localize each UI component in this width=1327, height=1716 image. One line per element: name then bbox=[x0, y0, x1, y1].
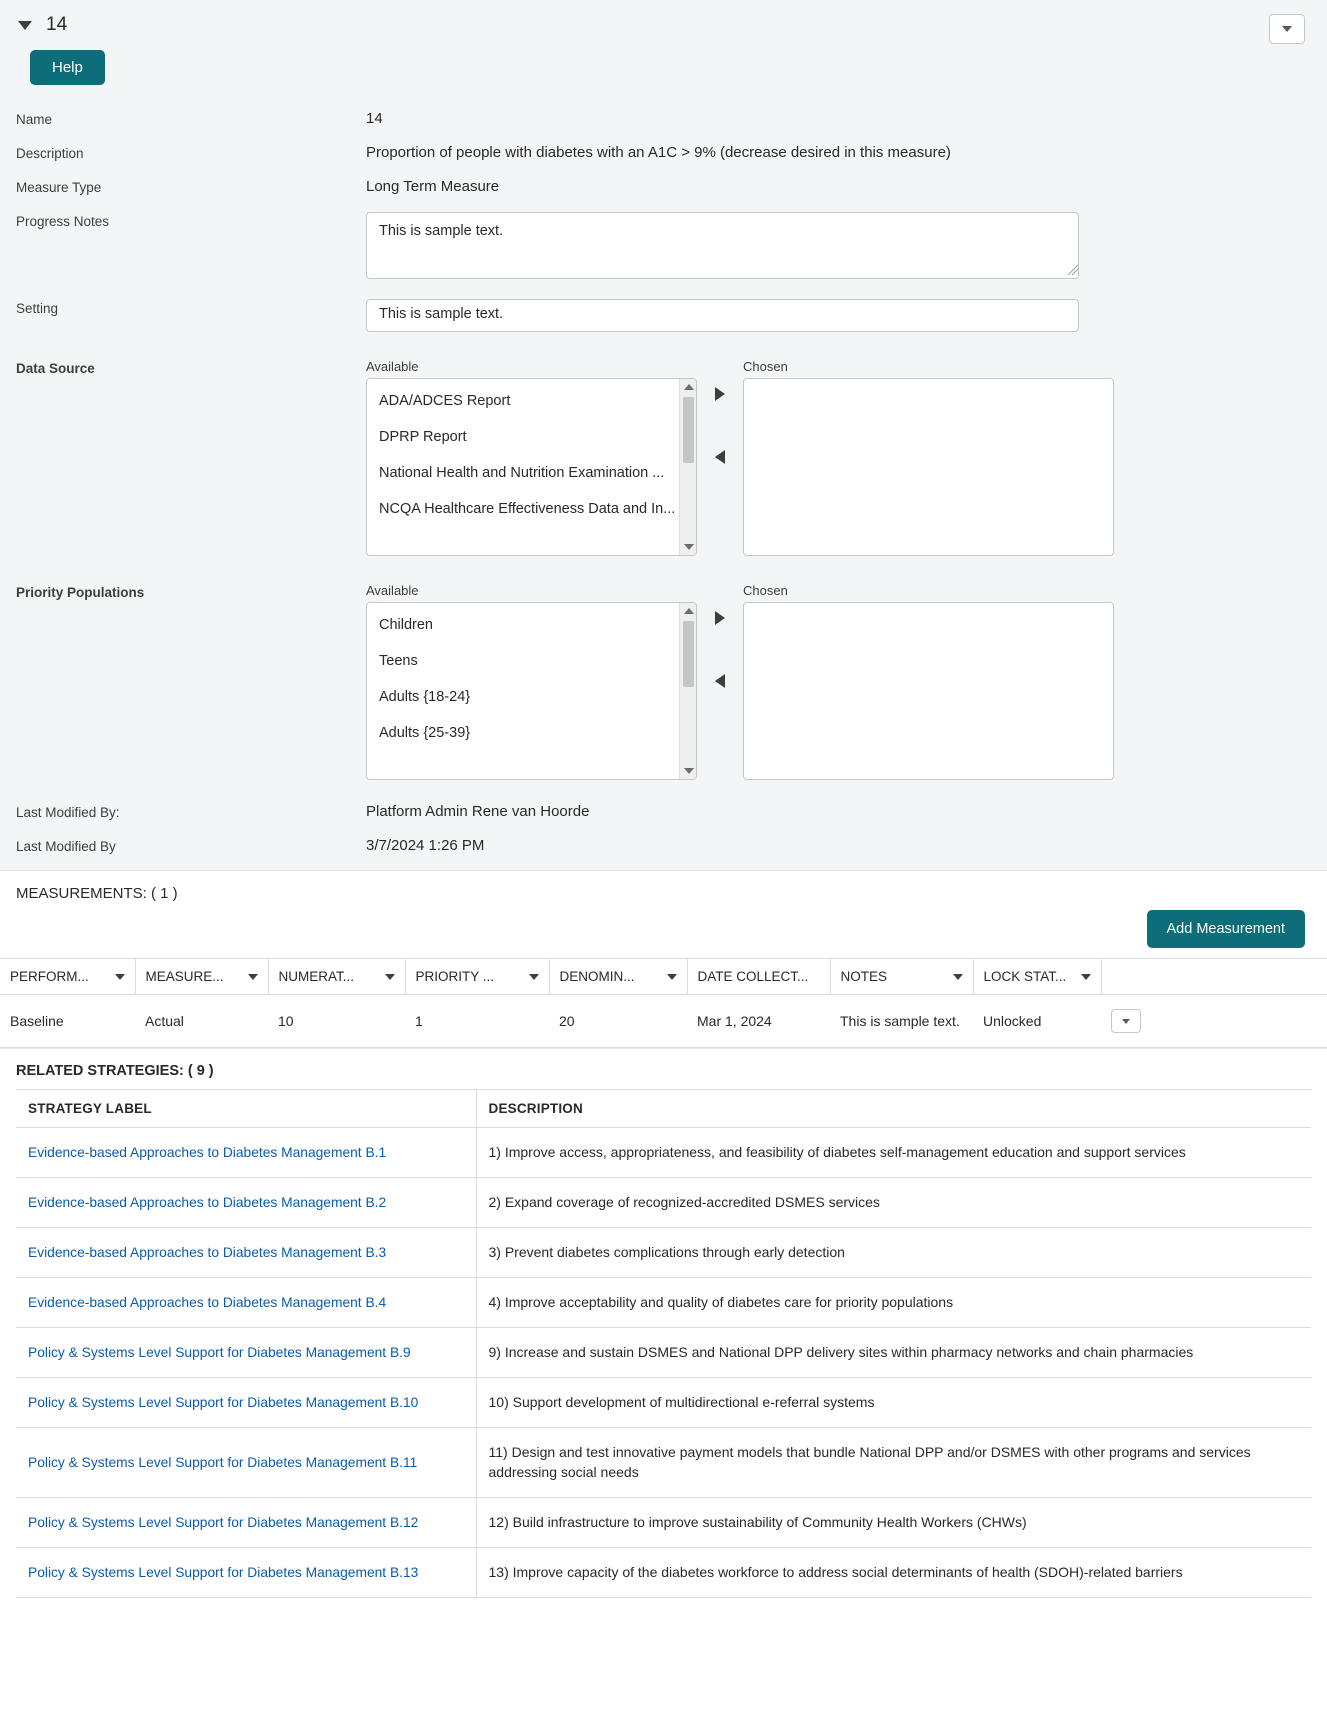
cell-row-actions bbox=[1101, 995, 1327, 1048]
scroll-up-icon[interactable] bbox=[680, 603, 697, 619]
cell-description: 1) Improve access, appropriateness, and feasibility of diabetes self-management education and support services bbox=[476, 1128, 1311, 1178]
column-header-actions bbox=[1101, 959, 1327, 995]
table-row bbox=[16, 1328, 1311, 1378]
table-row bbox=[16, 1178, 1311, 1228]
cell-description: 9) Increase and sustain DSMES and National DPP delivery sites within pharmacy networks and chain pharmacies bbox=[476, 1328, 1311, 1378]
data-source-chosen-caption: Chosen bbox=[743, 359, 788, 374]
measurements-table bbox=[0, 958, 1327, 1048]
strategy-link[interactable]: Evidence-based Approaches to Diabetes Management B.3 bbox=[28, 1245, 387, 1260]
field-data-source bbox=[16, 340, 1305, 564]
cell-description: 12) Build infrastructure to improve sustainability of Community Health Workers (CHWs) bbox=[476, 1497, 1311, 1547]
cell-notes: This is sample text. bbox=[830, 995, 973, 1048]
page-title: 14 bbox=[46, 14, 68, 35]
field-label-description: Description bbox=[16, 146, 84, 161]
column-header-notes[interactable] bbox=[830, 959, 973, 995]
list-item[interactable]: Children bbox=[379, 617, 433, 633]
cell-strategy-label bbox=[16, 1378, 476, 1428]
chevron-down-icon bbox=[385, 974, 395, 980]
column-label: DENOMIN... bbox=[559, 969, 635, 984]
scrollbar-thumb[interactable] bbox=[683, 397, 694, 463]
cell-denominator: 20 bbox=[549, 995, 687, 1048]
data-source-chosen-list[interactable] bbox=[743, 378, 1114, 556]
priority-populations-chosen-list[interactable] bbox=[743, 602, 1114, 780]
strategy-link[interactable]: Policy & Systems Level Support for Diabetes Management B.11 bbox=[28, 1454, 418, 1470]
priority-populations-dual-listbox bbox=[366, 583, 1305, 780]
cell-strategy-label bbox=[16, 1228, 476, 1278]
field-last-modified-date bbox=[16, 828, 1305, 862]
table-row bbox=[16, 1428, 1311, 1498]
move-right-icon[interactable] bbox=[715, 387, 725, 401]
list-item[interactable]: DPRP Report bbox=[379, 429, 467, 445]
scrollbar[interactable] bbox=[679, 603, 696, 779]
setting-input[interactable]: This is sample text. bbox=[366, 299, 1079, 332]
chevron-down-icon bbox=[1122, 1019, 1130, 1024]
cell-lock-status: Unlocked bbox=[973, 995, 1101, 1048]
table-row bbox=[16, 1378, 1311, 1428]
field-value-last-modified-by: Platform Admin Rene van Hoorde bbox=[366, 803, 590, 820]
strategy-link[interactable]: Evidence-based Approaches to Diabetes Management B.1 bbox=[28, 1145, 387, 1160]
column-header-numerator[interactable] bbox=[268, 959, 405, 995]
cell-description: 13) Improve capacity of the diabetes workforce to address social determinants of health (SDOH)-related barriers bbox=[476, 1547, 1311, 1597]
strategy-link[interactable]: Policy & Systems Level Support for Diabetes Management B.10 bbox=[28, 1395, 419, 1410]
cell-numerator: 10 bbox=[268, 995, 405, 1048]
field-measure-type bbox=[16, 169, 1305, 203]
table-row bbox=[16, 1228, 1311, 1278]
column-label: NOTES bbox=[840, 969, 888, 984]
column-label: PRIORITY ... bbox=[415, 969, 495, 984]
related-strategies-title: RELATED STRATEGIES: ( 9 ) bbox=[16, 1063, 214, 1079]
cell-performance: Baseline bbox=[0, 995, 135, 1048]
chevron-down-icon bbox=[1282, 26, 1292, 32]
measurements-title: MEASUREMENTS: ( 1 ) bbox=[16, 885, 178, 902]
list-item[interactable]: Adults {18-24} bbox=[379, 689, 471, 705]
scrollbar[interactable] bbox=[679, 379, 696, 555]
field-value-name: 14 bbox=[366, 110, 383, 127]
help-button[interactable]: Help bbox=[30, 50, 105, 85]
chevron-down-icon bbox=[1081, 974, 1091, 980]
column-label: MEASURE... bbox=[145, 969, 224, 984]
field-label-data-source: Data Source bbox=[16, 361, 95, 376]
field-value-last-modified-date: 3/7/2024 1:26 PM bbox=[366, 837, 485, 854]
field-label-name: Name bbox=[16, 112, 53, 127]
strategy-link[interactable]: Policy & Systems Level Support for Diabetes Management B.13 bbox=[28, 1564, 419, 1580]
priority-populations-chosen-caption: Chosen bbox=[743, 583, 788, 598]
scroll-down-icon[interactable] bbox=[680, 763, 697, 779]
cell-description: 3) Prevent diabetes complications through early detection bbox=[476, 1228, 1311, 1278]
field-label-measure-type: Measure Type bbox=[16, 180, 102, 195]
field-priority-populations bbox=[16, 564, 1305, 788]
cell-priority: 1 bbox=[405, 995, 549, 1048]
column-label: NUMERAT... bbox=[278, 969, 355, 984]
column-header-date-collected[interactable] bbox=[687, 959, 830, 995]
field-label-setting: Setting bbox=[16, 301, 59, 316]
chevron-down-icon bbox=[953, 974, 963, 980]
data-source-available-caption: Available bbox=[366, 359, 419, 374]
scrollbar-thumb[interactable] bbox=[683, 621, 694, 687]
table-row bbox=[0, 995, 1327, 1048]
record-header bbox=[0, 0, 1327, 85]
column-header-lock-status[interactable] bbox=[973, 959, 1101, 995]
list-item[interactable]: National Health and Nutrition Examination ... bbox=[379, 465, 665, 481]
move-right-icon[interactable] bbox=[715, 611, 725, 625]
priority-populations-available-caption: Available bbox=[366, 583, 419, 598]
cell-date-collected: Mar 1, 2024 bbox=[687, 995, 830, 1048]
column-header-denominator[interactable] bbox=[549, 959, 687, 995]
move-left-icon[interactable] bbox=[715, 674, 725, 688]
field-value-description: Proportion of people with diabetes with an A1C > 9% (decrease desired in this measure) bbox=[366, 144, 951, 161]
scroll-down-icon[interactable] bbox=[680, 539, 697, 555]
field-name bbox=[16, 101, 1305, 135]
column-header-strategy-label: STRATEGY LABEL bbox=[16, 1090, 476, 1128]
chevron-down-icon bbox=[667, 974, 677, 980]
list-item[interactable]: Teens bbox=[379, 653, 418, 669]
record-actions-menu-button[interactable] bbox=[1269, 14, 1305, 44]
column-header-description: DESCRIPTION bbox=[476, 1090, 1311, 1128]
field-progress-notes bbox=[16, 203, 1305, 304]
related-strategies-panel bbox=[0, 1049, 1327, 1598]
cell-description: 2) Expand coverage of recognized-accredited DSMES services bbox=[476, 1178, 1311, 1228]
list-item[interactable]: ADA/ADCES Report bbox=[379, 393, 511, 409]
cell-description: 4) Improve acceptability and quality of diabetes care for priority populations bbox=[476, 1278, 1311, 1328]
column-label: PERFORM... bbox=[10, 969, 89, 984]
cell-strategy-label bbox=[16, 1128, 476, 1178]
cell-strategy-label bbox=[16, 1178, 476, 1228]
progress-notes-textarea[interactable]: This is sample text. bbox=[366, 212, 1079, 279]
list-item[interactable]: NCQA Healthcare Effectiveness Data and In... bbox=[379, 501, 676, 517]
field-value-measure-type: Long Term Measure bbox=[366, 178, 500, 195]
measurements-panel bbox=[0, 870, 1327, 1049]
field-setting bbox=[16, 290, 1305, 340]
cell-strategy-label bbox=[16, 1328, 476, 1378]
field-label-progress-notes: Progress Notes bbox=[16, 214, 110, 229]
chevron-down-icon[interactable] bbox=[18, 21, 32, 30]
related-strategies-table bbox=[16, 1089, 1311, 1598]
strategy-link[interactable]: Evidence-based Approaches to Diabetes Management B.2 bbox=[28, 1195, 387, 1210]
strategy-link[interactable]: Policy & Systems Level Support for Diabetes Management B.12 bbox=[28, 1514, 419, 1530]
detail-fields bbox=[0, 85, 1327, 870]
strategy-link[interactable]: Policy & Systems Level Support for Diabetes Management B.9 bbox=[28, 1345, 411, 1360]
list-item[interactable]: Adults {25-39} bbox=[379, 725, 471, 741]
column-header-priority[interactable] bbox=[405, 959, 549, 995]
column-header-measure[interactable] bbox=[135, 959, 268, 995]
field-description bbox=[16, 135, 1305, 169]
cell-measure: Actual bbox=[135, 995, 268, 1048]
table-row bbox=[16, 1278, 1311, 1328]
cell-strategy-label bbox=[16, 1428, 476, 1498]
table-row bbox=[16, 1128, 1311, 1178]
field-label-last-modified-by: Last Modified By: bbox=[16, 805, 120, 820]
cell-description: 11) Design and test innovative payment models that bundle National DPP and/or DSMES with other programs and services addressing social needs bbox=[476, 1428, 1311, 1498]
data-source-available-list[interactable] bbox=[366, 378, 697, 556]
table-row bbox=[16, 1547, 1311, 1597]
field-label-priority-populations: Priority Populations bbox=[16, 585, 145, 600]
field-label-last-modified-date: Last Modified By bbox=[16, 839, 116, 854]
column-header-performance[interactable] bbox=[0, 959, 135, 995]
cell-strategy-label bbox=[16, 1547, 476, 1597]
column-label: LOCK STAT... bbox=[983, 969, 1067, 984]
cell-strategy-label bbox=[16, 1497, 476, 1547]
add-measurement-button[interactable]: Add Measurement bbox=[1147, 910, 1305, 948]
chevron-down-icon bbox=[248, 974, 258, 980]
chevron-down-icon bbox=[529, 974, 539, 980]
move-left-icon[interactable] bbox=[715, 450, 725, 464]
cell-strategy-label bbox=[16, 1278, 476, 1328]
data-source-dual-listbox bbox=[366, 359, 1305, 556]
field-last-modified-by bbox=[16, 788, 1305, 828]
column-label: DATE COLLECT... bbox=[697, 969, 809, 984]
row-actions-menu-button[interactable] bbox=[1111, 1009, 1141, 1033]
cell-description: 10) Support development of multidirectional e-referral systems bbox=[476, 1378, 1311, 1428]
priority-populations-available-list[interactable] bbox=[366, 602, 697, 780]
table-row bbox=[16, 1497, 1311, 1547]
scroll-up-icon[interactable] bbox=[680, 379, 697, 395]
strategy-link[interactable]: Evidence-based Approaches to Diabetes Management B.4 bbox=[28, 1295, 387, 1310]
chevron-down-icon bbox=[115, 974, 125, 980]
